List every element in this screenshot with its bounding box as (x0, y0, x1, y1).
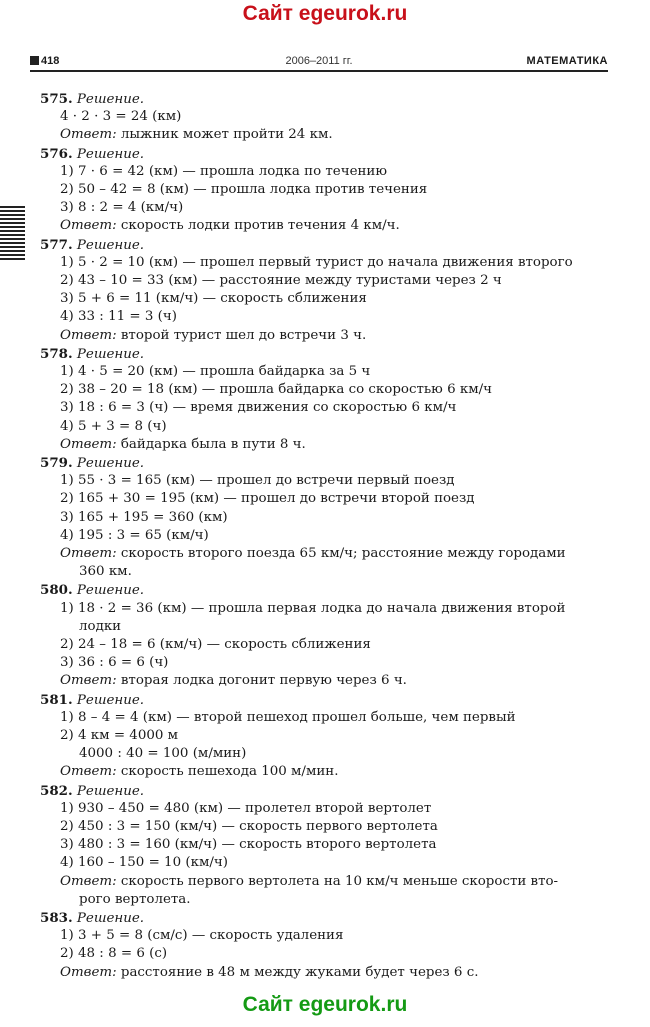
line-text: 1) 930 – 450 = 480 (км) — пролетел второй вертолет (60, 800, 432, 816)
answer-line (60, 126, 333, 144)
problem-heading (40, 145, 144, 164)
problem-heading (40, 345, 144, 364)
line-text: расстояние в 48 м между жуками будет через 6 с. (116, 964, 479, 980)
line-text: 4) 5 + 3 = 8 (ч) (60, 418, 167, 434)
site-banner-bottom: Сайт egeurok.ru (242, 993, 408, 1016)
problem-number: 579. (40, 455, 73, 471)
problem-number: 580. (40, 582, 73, 599)
answer-line (60, 672, 407, 690)
solution-line (60, 818, 438, 836)
line-text: 1) 8 – 4 = 4 (км) — второй пешеход прошел больше, чем первый (60, 709, 516, 725)
line-text: лодки (79, 618, 122, 634)
solution-line (60, 181, 427, 199)
answer-label: Ответ: (60, 964, 117, 980)
problem-number: 578. (40, 345, 73, 362)
solution-label: Решение. (76, 456, 145, 471)
line-text: скорость второго поезда 65 км/ч; расстояние между городами (116, 546, 566, 561)
solution-line (60, 800, 431, 818)
answer-line (60, 873, 558, 891)
solution-line (60, 163, 387, 181)
solution-label: Решение. (76, 692, 145, 708)
page-header (30, 52, 608, 70)
answer-label: Ответ: (60, 436, 117, 452)
solution-line (60, 490, 475, 508)
solution-line (60, 472, 455, 490)
line-text: 1) 18 · 2 = 36 (км) — прошла первая лодка до начала движения второй (60, 600, 566, 616)
solution-line (60, 636, 371, 654)
solution-line (60, 945, 167, 963)
line-text: 3) 165 + 195 = 360 (км) (60, 509, 228, 525)
line-text: 1) 3 + 5 = 8 (см/с) — скорость удаления (60, 928, 344, 944)
line-text: 1) 7 · 6 = 42 (км) — прошла лодка по течению (60, 163, 388, 179)
solution-label: Решение. (76, 237, 145, 253)
solution-line (79, 745, 246, 763)
line-text: 2) 50 – 42 = 8 (км) — прошла лодка против течения (60, 182, 428, 197)
problem-number: 581. (40, 691, 73, 708)
solution-label: Решение. (76, 92, 145, 107)
problem-heading (40, 90, 144, 109)
solution-line (60, 509, 228, 527)
line-text: лыжник может пройти 24 км. (116, 127, 333, 143)
line-text: 2) 24 – 18 = 6 (км/ч) — скорость сближения (60, 637, 371, 652)
solution-line (79, 891, 191, 909)
answer-line (60, 964, 478, 982)
page-number-text: 418 (41, 55, 60, 67)
line-text: 360 км. (79, 564, 132, 580)
solution-line (60, 600, 565, 618)
page-tab-marker (0, 206, 25, 262)
header-subject: МАТЕМАТИКА (526, 55, 608, 67)
answer-line (60, 545, 566, 563)
solution-label: Решение. (76, 583, 145, 599)
problem-number: 583. (40, 910, 73, 926)
line-text: 3) 18 : 6 = 3 (ч) — время движения со скоростью 6 км/ч (60, 400, 457, 416)
problem-number: 582. (40, 782, 73, 799)
line-text: скорость лодки против течения 4 км/ч. (116, 218, 400, 234)
problem-heading (40, 581, 144, 600)
answer-line (60, 327, 366, 345)
site-banner-top: Сайт egeurok.ru (242, 2, 408, 25)
header-years: 2006–2011 гг. (285, 55, 353, 67)
problem-heading (40, 236, 144, 255)
line-text: 1) 4 · 5 = 20 (км) — прошла байдарка за 5 ч (60, 364, 371, 379)
line-text: вторая лодка догонит первую через 6 ч. (116, 673, 407, 689)
problem-number: 575. (40, 91, 73, 107)
solution-label: Решение. (76, 146, 145, 162)
line-text: 4 · 2 · 3 = 24 (км) (60, 109, 182, 125)
solution-line (60, 308, 177, 326)
line-text: скорость первого вертолета на 10 км/ч меньше скорости вто- (116, 873, 559, 889)
solution-line (60, 927, 343, 945)
solution-line (60, 527, 209, 545)
line-text: байдарка была в пути 8 ч. (116, 436, 306, 452)
line-text: 2) 48 : 8 = 6 (с) (60, 946, 168, 962)
solution-line (60, 363, 370, 381)
answer-line (60, 436, 306, 454)
line-text: скорость пешехода 100 м/мин. (116, 764, 339, 780)
answer-label: Ответ: (60, 127, 117, 143)
line-text: 4000 : 40 = 100 (м/мин) (79, 746, 247, 762)
problem-heading (40, 691, 144, 710)
solution-line (60, 381, 492, 399)
solution-line (60, 836, 436, 854)
problem-number: 577. (40, 236, 73, 253)
solution-line (60, 290, 367, 308)
line-text: 4) 33 : 11 = 3 (ч) (60, 309, 177, 325)
line-text: 1) 5 · 2 = 10 (км) — прошел первый турист до начала движения второго (60, 254, 573, 270)
solution-line (79, 618, 121, 636)
answer-line (60, 217, 400, 235)
line-text: 4) 195 : 3 = 65 (км/ч) (60, 527, 209, 543)
line-text: 2) 165 + 30 = 195 (км) — прошел до встречи второй поезд (60, 491, 475, 507)
solution-line (60, 199, 183, 217)
line-text: 2) 38 – 20 = 18 (км) — прошла байдарка со скоростью 6 км/ч (60, 382, 493, 398)
header-rule (30, 70, 608, 72)
line-text: 2) 450 : 3 = 150 (км/ч) — скорость первого вертолета (60, 819, 438, 834)
answer-label: Ответ: (60, 764, 117, 780)
answer-label: Ответ: (60, 546, 117, 561)
problem-heading (40, 909, 144, 928)
problem-heading (40, 782, 144, 801)
solution-line (60, 418, 167, 436)
solution-label: Решение. (76, 911, 145, 926)
problem-heading (40, 454, 144, 473)
line-text: 2) 4 км = 4000 м (60, 728, 179, 743)
solution-line (60, 254, 573, 272)
answer-line (60, 763, 338, 781)
solution-line (60, 854, 228, 872)
answer-label: Ответ: (60, 673, 117, 689)
solution-line (79, 563, 132, 581)
problem-number: 576. (40, 145, 73, 162)
solution-label: Решение. (76, 346, 145, 362)
line-text: 3) 8 : 2 = 4 (км/ч) (60, 200, 184, 216)
line-text: рого вертолета. (79, 891, 191, 907)
solution-line (60, 727, 178, 745)
line-text: 3) 36 : 6 = 6 (ч) (60, 655, 169, 671)
line-text: 3) 5 + 6 = 11 (км/ч) — скорость сближения (60, 291, 367, 307)
solution-line (60, 272, 502, 290)
line-text: 4) 160 – 150 = 10 (км/ч) (60, 855, 228, 871)
line-text: 1) 55 · 3 = 165 (км) — прошел до встречи первый поезд (60, 473, 455, 489)
answer-label: Ответ: (60, 218, 117, 234)
solution-line (60, 654, 168, 672)
solution-line (60, 709, 516, 727)
answer-label: Ответ: (60, 873, 117, 889)
line-text: второй турист шел до встречи 3 ч. (116, 327, 367, 343)
solution-line (60, 399, 456, 417)
answer-label: Ответ: (60, 327, 117, 343)
line-text: 3) 480 : 3 = 160 (км/ч) — скорость второго вертолета (60, 837, 437, 853)
solution-label: Решение. (76, 783, 145, 799)
line-text: 2) 43 – 10 = 33 (км) — расстояние между туристами через 2 ч (60, 273, 502, 288)
solution-line (60, 108, 181, 126)
